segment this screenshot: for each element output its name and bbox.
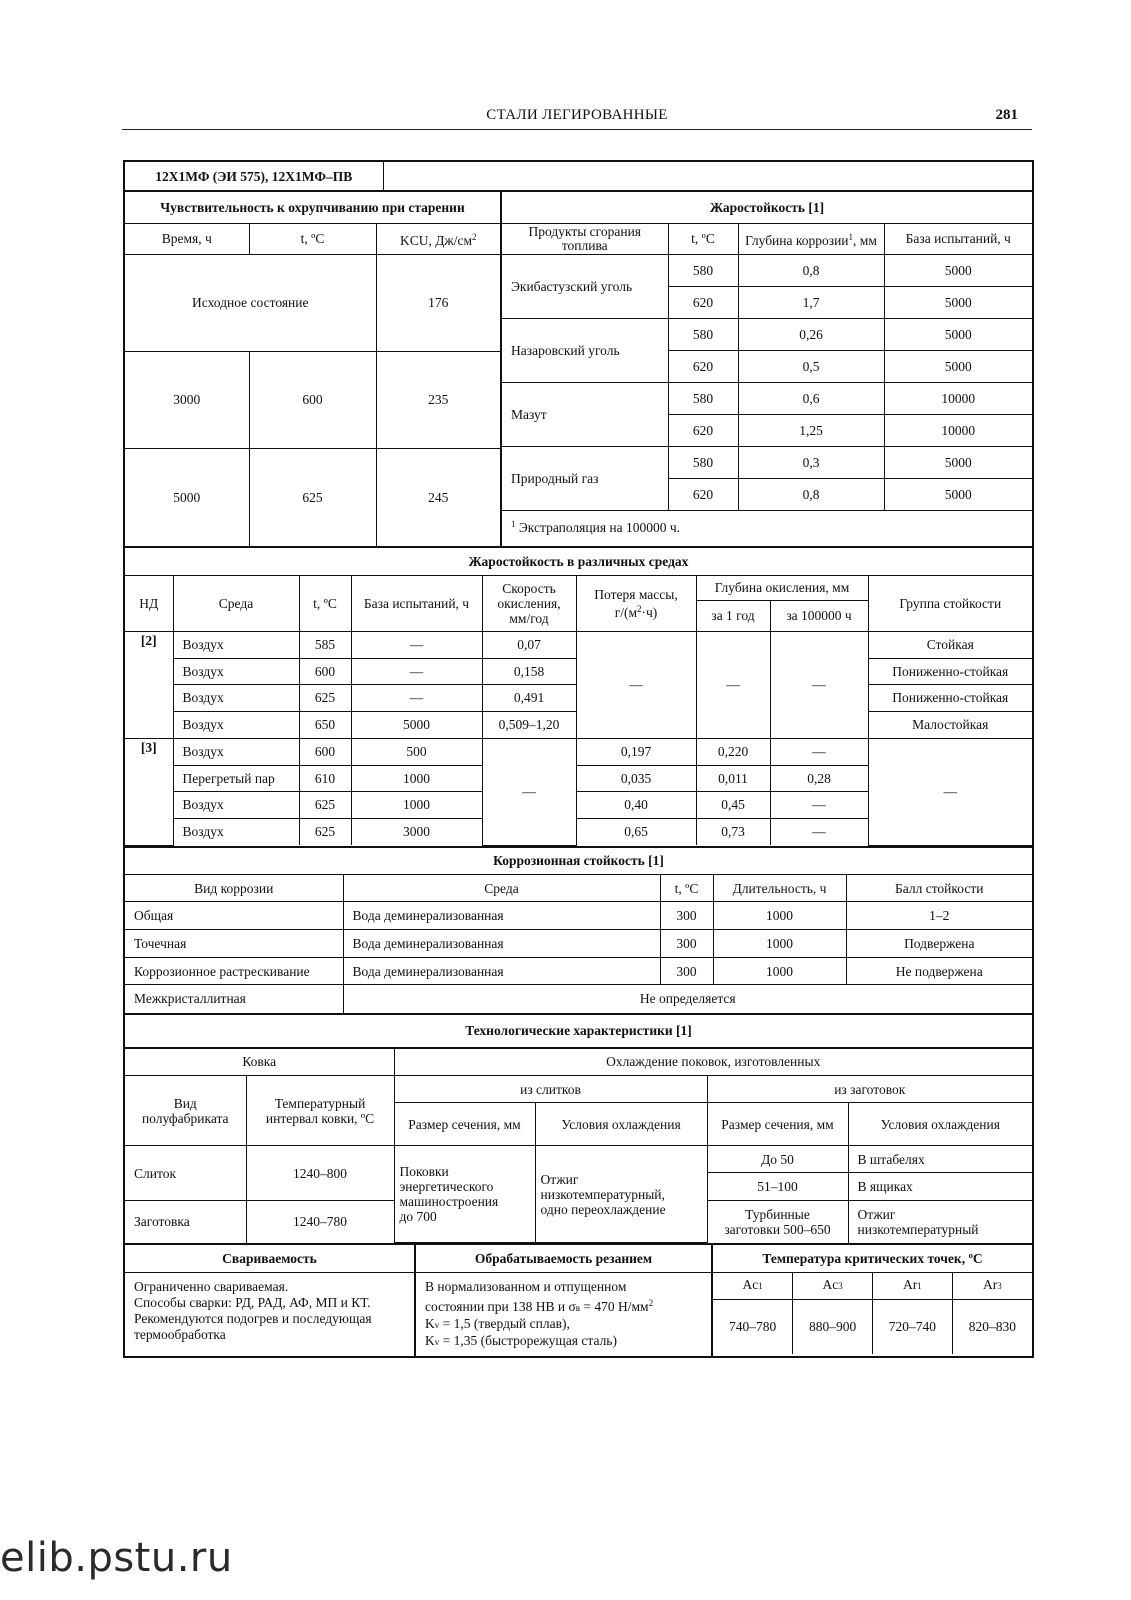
- aging-col-kcu-sup: 2: [472, 231, 477, 242]
- machinability-title: Обрабатываемость резанием: [416, 1245, 711, 1273]
- critical-point-label: [793, 1272, 873, 1299]
- corrosion-dur: 1000: [713, 902, 846, 930]
- media-rate: 0,07: [482, 631, 576, 658]
- media-loss-dash: —: [576, 631, 696, 738]
- media-rate-dash: —: [482, 738, 576, 845]
- critical-point-value: 720–740: [873, 1299, 953, 1354]
- corrosion-col-score: Балл стойкости: [846, 875, 1032, 902]
- scaling-col-depth-text: Глубина коррозии: [745, 232, 849, 248]
- corrosion-col-temp: t, ºC: [660, 875, 713, 902]
- corrosion-title: Коррозионная стойкость [1]: [125, 848, 1032, 875]
- mach-line: [425, 1316, 702, 1333]
- machinability-section: [416, 1245, 713, 1356]
- media-group-dash: —: [868, 738, 1032, 845]
- aging-time: 3000: [125, 351, 249, 448]
- scaling-title: Жаростойкость [1]: [502, 192, 1032, 223]
- media-nd-ref: [2]: [125, 631, 173, 738]
- tech-billet-size: 51–100: [707, 1173, 848, 1201]
- grade-row: [125, 162, 1032, 190]
- tech-from-ingots: из слитков: [394, 1076, 707, 1103]
- fuel-temp: 580: [668, 446, 738, 478]
- aging-temp: 600: [249, 351, 376, 448]
- corrosion-temp: 300: [660, 930, 713, 958]
- media-group: Пониженно-стойкая: [868, 658, 1032, 684]
- tech-kind: Заготовка: [125, 1201, 246, 1243]
- tech-billet-size: Турбинные заготовки 500–650: [707, 1201, 848, 1243]
- tech-section: [125, 1013, 1032, 1244]
- tech-col-cond: Условия охлаждения: [848, 1103, 1032, 1146]
- crit-label: Ar: [983, 1277, 998, 1292]
- corrosion-section: [125, 846, 1032, 1013]
- media-nd-ref: [3]: [125, 738, 173, 845]
- corrosion-env: Вода деминерализованная: [343, 930, 660, 958]
- corrosion-not-determined: Не определяется: [343, 985, 1032, 1013]
- fuel-temp: 620: [668, 350, 738, 382]
- crit-label: Ac: [822, 1277, 839, 1292]
- media-depth-100k: —: [770, 738, 868, 765]
- aging-and-scaling-section: [125, 190, 1032, 546]
- fuel-depth: 0,5: [738, 350, 884, 382]
- media-depth1-dash: —: [696, 631, 770, 738]
- fuel-base: 10000: [884, 382, 1032, 414]
- tech-col-range: Температурный интервал ковки, ºC: [246, 1076, 394, 1146]
- media-temp: 585: [299, 631, 351, 658]
- tech-ingot-size: Поковки энергетического машиностроения до 700: [394, 1146, 535, 1243]
- fuel-depth: 0,8: [738, 254, 884, 286]
- corrosion-temp: 300: [660, 958, 713, 985]
- media-col-depth-1y: за 1 год: [696, 600, 770, 631]
- scaling-col-temp: t, ºC: [668, 223, 738, 254]
- fuel-temp: 580: [668, 254, 738, 286]
- media-env: Воздух: [173, 738, 299, 765]
- corrosion-dur: 1000: [713, 958, 846, 985]
- corrosion-score: 1–2: [846, 902, 1032, 930]
- aging-temp: 625: [249, 448, 376, 546]
- critical-point-label: [713, 1272, 793, 1299]
- corrosion-type: Межкристаллитная: [125, 985, 343, 1013]
- media-col-loss-c: ·ч): [641, 604, 658, 620]
- media-base: —: [351, 631, 482, 658]
- scaling-footnote-mark: 1: [511, 518, 516, 529]
- corrosion-col-dur: Длительность, ч: [713, 875, 846, 902]
- fuel-depth: 0,26: [738, 318, 884, 350]
- aging-initial-kcu: 176: [376, 254, 500, 351]
- steel-grade: 12Х1МФ (ЭИ 575), 12Х1МФ–ПВ: [125, 162, 383, 190]
- crit-sub: 1: [917, 1281, 922, 1291]
- steel-datasheet: [123, 160, 1034, 1358]
- fuel-temp: 620: [668, 478, 738, 510]
- media-env: Воздух: [173, 631, 299, 658]
- fuel-base: 5000: [884, 254, 1032, 286]
- media-rate: 0,509–1,20: [482, 711, 576, 738]
- media-col-base: База испытаний, ч: [351, 575, 482, 631]
- scaling-footnote-text: Экстраполяция на 100000 ч.: [515, 519, 681, 535]
- media-temp: 650: [299, 711, 351, 738]
- media-base: —: [351, 684, 482, 711]
- aging-col-kcu-text: KCU, Дж/см: [399, 232, 473, 248]
- tech-billet-cond: В штабелях: [848, 1146, 1032, 1173]
- aging-col-time: Время, ч: [125, 223, 249, 254]
- tech-cooling: Охлаждение поковок, изготовленных: [394, 1049, 1032, 1076]
- media-rate: 0,491: [482, 684, 576, 711]
- media-env: Воздух: [173, 684, 299, 711]
- media-base: 500: [351, 738, 482, 765]
- critical-point-value: 740–780: [713, 1299, 793, 1354]
- media-depth2-dash: —: [770, 631, 868, 738]
- aging-col-kcu: [376, 223, 500, 254]
- media-base: 1000: [351, 765, 482, 791]
- fuel-temp: 620: [668, 414, 738, 446]
- fuel-base: 5000: [884, 286, 1032, 318]
- media-base: 1000: [351, 791, 482, 818]
- critical-title: Температура критических точек, ºC: [713, 1245, 1032, 1272]
- scaling-col-fuel: Продукты сгорания топлива: [502, 223, 668, 254]
- media-loss: 0,40: [576, 791, 696, 818]
- media-env: Воздух: [173, 818, 299, 845]
- media-col-env: Среда: [173, 575, 299, 631]
- tech-kind: Слиток: [125, 1146, 246, 1201]
- bottom-section: [125, 1243, 1032, 1356]
- fuel-base: 5000: [884, 350, 1032, 382]
- corrosion-score: Не подвержена: [846, 958, 1032, 985]
- scaling-col-base: База испытаний, ч: [884, 223, 1032, 254]
- crit-label: Ac: [742, 1277, 759, 1292]
- tech-range: 1240–800: [246, 1146, 394, 1201]
- media-col-loss-a: Потеря массы,: [594, 586, 678, 602]
- fuel-depth: 0,3: [738, 446, 884, 478]
- mach-sigma-sub: в: [575, 1303, 580, 1313]
- running-header: [122, 107, 1032, 130]
- fuel-name: Экибастузский уголь: [502, 254, 668, 318]
- media-loss: 0,035: [576, 765, 696, 791]
- media-depth-100k: —: [770, 791, 868, 818]
- aging-col-temp: t, ºC: [249, 223, 376, 254]
- corrosion-col-type: Вид коррозии: [125, 875, 343, 902]
- media-base: 3000: [351, 818, 482, 845]
- mach-line3-b: = 1,5 (твердый сплав),: [439, 1316, 570, 1331]
- fuel-base: 10000: [884, 414, 1032, 446]
- mach-k-sub: v: [434, 1320, 440, 1330]
- fuel-temp: 580: [668, 318, 738, 350]
- media-rate: 0,158: [482, 658, 576, 684]
- scaling-col-depth: [738, 223, 884, 254]
- media-temp: 610: [299, 765, 351, 791]
- media-loss: 0,197: [576, 738, 696, 765]
- corrosion-type: Общая: [125, 902, 343, 930]
- scaling-col-depth-unit: , мм: [853, 232, 877, 248]
- critical-point-label: [873, 1272, 953, 1299]
- mach-k: K: [425, 1316, 435, 1331]
- media-col-depth-100k: за 100000 ч: [770, 600, 868, 631]
- media-env: Воздух: [173, 791, 299, 818]
- crit-sub: 3: [838, 1281, 843, 1291]
- media-loss: 0,65: [576, 818, 696, 845]
- page-number: 281: [995, 107, 1018, 123]
- mach-line: В нормализованном и отпущенном: [425, 1279, 627, 1294]
- fuel-depth: 0,6: [738, 382, 884, 414]
- critical-points-section: [713, 1245, 1032, 1356]
- mach-line: [425, 1333, 702, 1350]
- fuel-depth: 1,7: [738, 286, 884, 318]
- section-title: СТАЛИ ЛЕГИРОВАННЫЕ: [486, 107, 668, 123]
- grade-empty-cell: [383, 162, 1032, 190]
- tech-ingot-cond: Отжиг низкотемпературный, одно переохлаждение: [535, 1146, 707, 1243]
- corrosion-env: Вода деминерализованная: [343, 902, 660, 930]
- media-depth-1y: 0,220: [696, 738, 770, 765]
- fuel-name: Мазут: [502, 382, 668, 446]
- media-temp: 625: [299, 818, 351, 845]
- fuel-temp: 620: [668, 286, 738, 318]
- tech-forging: Ковка: [125, 1049, 394, 1076]
- media-col-nd: НД: [125, 575, 173, 631]
- media-temp: 625: [299, 684, 351, 711]
- media-col-loss-b: г/(м: [614, 604, 638, 620]
- crit-sub: 3: [997, 1281, 1002, 1291]
- mach-unit-sup: 2: [648, 1298, 654, 1308]
- media-group: Малостойкая: [868, 711, 1032, 738]
- weldability-title: Свариваемость: [125, 1245, 414, 1273]
- scaling-footnote-ref: 1: [848, 231, 854, 242]
- fuel-base: 5000: [884, 478, 1032, 510]
- aging-initial-label: Исходное состояние: [125, 254, 376, 351]
- machinability-text: [416, 1273, 711, 1356]
- media-col-temp: t, ºC: [299, 575, 351, 631]
- weldability-section: [125, 1245, 416, 1356]
- media-env: Воздух: [173, 658, 299, 684]
- media-env: Воздух: [173, 711, 299, 738]
- scaling-footnote: [502, 510, 1032, 541]
- critical-point-label: [952, 1272, 1032, 1299]
- tech-range: 1240–780: [246, 1201, 394, 1243]
- tech-billet-cond: В ящиках: [848, 1173, 1032, 1201]
- media-group: Стойкая: [868, 631, 1032, 658]
- media-temp: 625: [299, 791, 351, 818]
- fuel-depth: 0,8: [738, 478, 884, 510]
- crit-label: Ar: [903, 1277, 918, 1292]
- tech-col-size: Размер сечения, мм: [707, 1103, 848, 1146]
- media-col-rate: Скорость окисления, мм/год: [482, 575, 576, 631]
- media-col-loss-sup: 2: [637, 603, 642, 614]
- mach-line2-a: состоянии при 138 НВ и σ: [425, 1299, 576, 1314]
- corrosion-type: Коррозионное растрескивание: [125, 958, 343, 985]
- aging-time: 5000: [125, 448, 249, 546]
- mach-k: K: [425, 1333, 435, 1348]
- media-temp: 600: [299, 658, 351, 684]
- fuel-base: 5000: [884, 318, 1032, 350]
- tech-col-size: Размер сечения, мм: [394, 1103, 535, 1146]
- fuel-base: 5000: [884, 446, 1032, 478]
- fuel-temp: 580: [668, 382, 738, 414]
- watermark: elib.pstu.ru: [0, 1535, 233, 1581]
- corrosion-temp: 300: [660, 902, 713, 930]
- tech-col-cond: Условия охлаждения: [535, 1103, 707, 1146]
- media-col-depth: Глубина окисления, мм: [696, 575, 868, 600]
- fuel-depth: 1,25: [738, 414, 884, 446]
- corrosion-score: Подвержена: [846, 930, 1032, 958]
- media-depth-100k: 0,28: [770, 765, 868, 791]
- aging-section: [125, 192, 502, 546]
- corrosion-type: Точечная: [125, 930, 343, 958]
- fuel-name: Природный газ: [502, 446, 668, 510]
- mach-line: [425, 1295, 702, 1316]
- aging-title: Чувствительность к охрупчиванию при старении: [125, 192, 500, 223]
- critical-point-value: 880–900: [793, 1299, 873, 1354]
- aging-kcu: 235: [376, 351, 500, 448]
- tech-from-billets: из заготовок: [707, 1076, 1032, 1103]
- corrosion-dur: 1000: [713, 930, 846, 958]
- media-section: [125, 546, 1032, 846]
- weldability-text: Ограниченно свариваемая. Способы сварки: РД, РАД, АФ, МП и КТ. Рекомендуются подогрев и последующая термообработка: [134, 1279, 372, 1342]
- critical-point-value: 820–830: [952, 1299, 1032, 1354]
- scaling-section: [502, 192, 1032, 546]
- media-depth-100k: —: [770, 818, 868, 845]
- media-col-group: Группа стойкости: [868, 575, 1032, 631]
- mach-k-sub: v: [434, 1337, 440, 1347]
- media-title: Жаростойкость в различных средах: [125, 548, 1032, 575]
- media-depth-1y: 0,011: [696, 765, 770, 791]
- media-depth-1y: 0,45: [696, 791, 770, 818]
- media-depth-1y: 0,73: [696, 818, 770, 845]
- media-col-loss: [576, 575, 696, 631]
- aging-kcu: 245: [376, 448, 500, 546]
- fuel-name: Назаровский уголь: [502, 318, 668, 382]
- tech-title: Технологические характеристики [1]: [125, 1015, 1032, 1049]
- media-base: 5000: [351, 711, 482, 738]
- tech-col-kind: Вид полуфабриката: [125, 1076, 246, 1146]
- corrosion-col-env: Среда: [343, 875, 660, 902]
- media-group: Пониженно-стойкая: [868, 684, 1032, 711]
- crit-sub: 1: [758, 1281, 763, 1291]
- mach-line4-b: = 1,35 (быстрорежущая сталь): [439, 1333, 617, 1348]
- tech-billet-cond: Отжиг низкотемпературный: [848, 1201, 1032, 1243]
- tech-billet-size: До 50: [707, 1146, 848, 1173]
- media-temp: 600: [299, 738, 351, 765]
- mach-line2-b: = 470 Н/мм: [580, 1299, 649, 1314]
- corrosion-env: Вода деминерализованная: [343, 958, 660, 985]
- media-base: —: [351, 658, 482, 684]
- media-env: Перегретый пар: [173, 765, 299, 791]
